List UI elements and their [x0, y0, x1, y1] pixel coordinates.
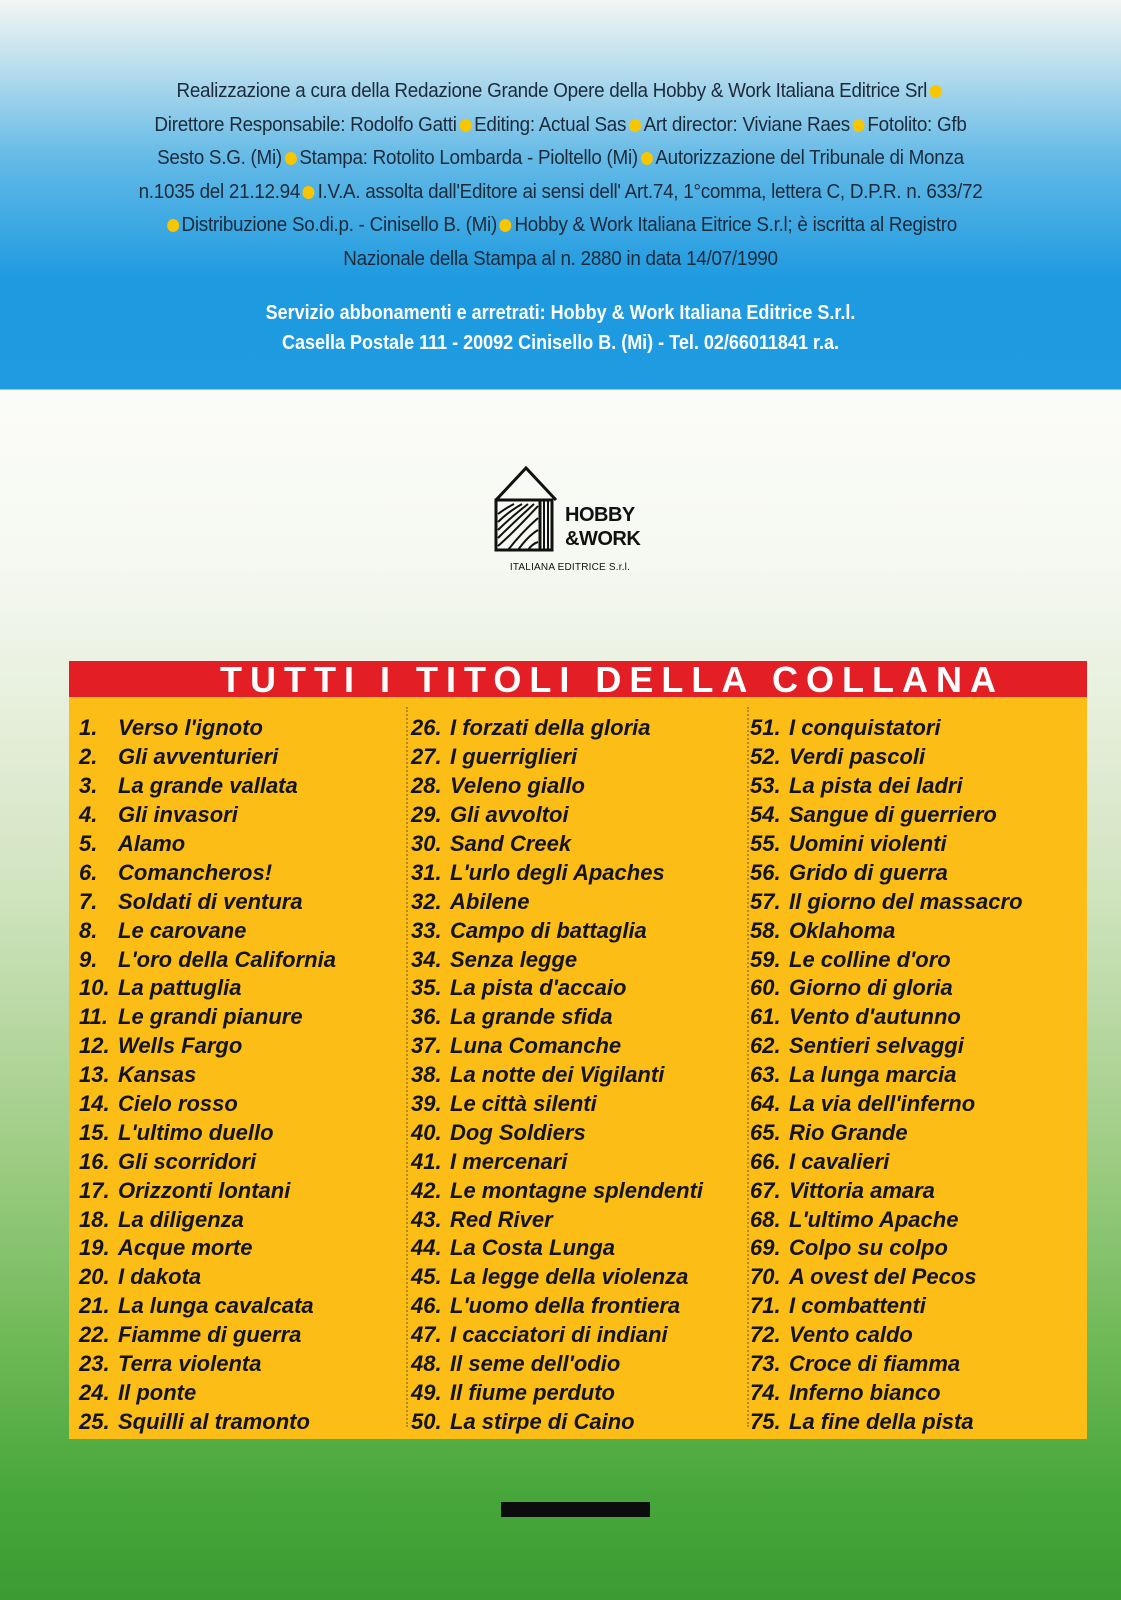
title-number: 30.: [411, 831, 442, 856]
title-number: 46.: [411, 1293, 442, 1319]
title-number: 10.: [79, 975, 110, 1001]
title-row: [750, 916, 1023, 945]
bullet-dot-icon: [500, 219, 512, 232]
bullet-dot-icon: [285, 152, 297, 165]
bullet-dot-icon: [459, 119, 471, 132]
title-row: [79, 1378, 336, 1407]
title-row: [411, 916, 703, 945]
title-row: [79, 1090, 336, 1119]
title-name: Campo di battaglia: [450, 917, 647, 943]
title-row: [79, 830, 336, 859]
credit-text: Stampa: Rotolito Lombarda - Pioltello (Mi): [299, 146, 638, 170]
title-name: Gli scorridori: [118, 1148, 257, 1174]
title-name: I conquistatori: [789, 715, 941, 741]
title-name: Sentieri selvaggi: [789, 1033, 964, 1059]
title-row: [411, 1234, 703, 1263]
title-row: [79, 1061, 336, 1090]
title-name: L'oro della California: [118, 946, 336, 972]
title-row: [750, 1205, 1023, 1234]
title-row: [79, 916, 336, 945]
title-number: 29.: [411, 802, 442, 828]
service-line: Servizio abbonamenti e arretrati: Hobby & Work Italiana Editrice S.r.l.: [265, 302, 856, 324]
title-name: I mercenari: [450, 1148, 568, 1174]
titles-column: [79, 714, 336, 1436]
title-name: Abilene: [450, 888, 530, 914]
title-row: [411, 1321, 703, 1350]
collection-banner: [69, 661, 1087, 697]
title-row: [411, 830, 703, 859]
title-row: [411, 1003, 703, 1032]
title-name: La notte dei Vigilanti: [450, 1062, 665, 1088]
title-number: 66.: [750, 1148, 781, 1174]
title-number: 74.: [750, 1379, 781, 1405]
title-row: [411, 1378, 703, 1407]
title-name: La lunga cavalcata: [118, 1293, 314, 1319]
title-row: [750, 830, 1023, 859]
title-name: I combattenti: [789, 1293, 926, 1319]
title-name: Il fiume perduto: [450, 1379, 615, 1405]
title-row: [411, 1061, 703, 1090]
title-row: [750, 1407, 1023, 1436]
title-name: Uomini violenti: [789, 831, 947, 856]
title-name: Cielo rosso: [118, 1091, 238, 1117]
titles-column: [750, 714, 1023, 1436]
title-name: Il seme dell'odio: [450, 1351, 621, 1377]
title-row: [750, 714, 1023, 743]
title-number: 63.: [750, 1062, 781, 1088]
title-row: [750, 1378, 1023, 1407]
bullet-dot-icon: [629, 119, 641, 132]
title-row: [750, 743, 1023, 772]
credit-text: Nazionale della Stampa al n. 2880 in data 14/07/1990: [343, 246, 778, 270]
title-number: 9.: [79, 946, 98, 972]
publisher-logo: [503, 462, 653, 580]
title-row: [750, 945, 1023, 974]
title-name: Inferno bianco: [789, 1379, 941, 1405]
title-number: 72.: [750, 1322, 781, 1348]
title-number: 44.: [411, 1235, 442, 1261]
title-row: [411, 1205, 703, 1234]
title-row: [750, 1292, 1023, 1321]
title-name: Rio Grande: [789, 1119, 908, 1145]
title-number: 15.: [79, 1119, 110, 1145]
title-name: Le colline d'oro: [789, 946, 951, 972]
title-name: Kansas: [118, 1062, 197, 1088]
credit-text: Direttore Responsabile: Rodolfo Gatti: [154, 112, 457, 136]
title-number: 14.: [79, 1091, 110, 1117]
title-number: 16.: [79, 1148, 110, 1174]
title-name: Le grandi pianure: [118, 1004, 303, 1030]
title-row: [750, 1321, 1023, 1350]
title-number: 40.: [411, 1119, 442, 1145]
title-name: L'ultimo Apache: [789, 1206, 959, 1232]
title-row: [411, 974, 703, 1003]
title-row: [79, 1147, 336, 1176]
title-number: 21.: [79, 1293, 110, 1319]
title-number: 33.: [411, 917, 442, 943]
title-number: 75.: [750, 1408, 781, 1434]
title-number: 4.: [79, 802, 98, 828]
title-row: [79, 1003, 336, 1032]
title-name: Red River: [450, 1206, 553, 1232]
title-number: 35.: [411, 975, 442, 1001]
credit-text: Hobby & Work Italiana Eitrice S.r.l; è iscritta al Registro: [514, 213, 957, 237]
title-number: 61.: [750, 1004, 781, 1030]
title-row: [79, 714, 336, 743]
title-name: La stirpe di Caino: [450, 1408, 635, 1434]
title-name: Gli invasori: [118, 802, 238, 828]
title-number: 59.: [750, 946, 781, 972]
title-number: 50.: [411, 1408, 442, 1434]
title-row: [411, 1176, 703, 1205]
title-number: 36.: [411, 1004, 442, 1030]
title-name: Acque morte: [118, 1235, 253, 1261]
title-row: [750, 1003, 1023, 1032]
title-row: [411, 1147, 703, 1176]
title-number: 8.: [79, 917, 98, 943]
logo-word: HOBBY: [565, 504, 635, 526]
title-number: 47.: [411, 1322, 442, 1348]
title-name: Le città silenti: [450, 1091, 597, 1117]
title-number: 23.: [79, 1351, 110, 1377]
title-name: Croce di fiamma: [789, 1351, 961, 1377]
title-number: 67.: [750, 1177, 781, 1203]
bullet-dot-icon: [303, 186, 315, 199]
title-row: [411, 1118, 703, 1147]
title-row: [411, 1350, 703, 1379]
title-row: [411, 1032, 703, 1061]
title-row: [411, 945, 703, 974]
title-number: 18.: [79, 1206, 110, 1232]
title-row: [79, 974, 336, 1003]
bullet-dot-icon: [853, 119, 865, 132]
title-row: [79, 1321, 336, 1350]
title-number: 65.: [750, 1119, 781, 1145]
colophon-line: [104, 242, 1018, 276]
title-name: Gli avvoltoi: [450, 802, 569, 828]
title-number: 62.: [750, 1033, 781, 1059]
title-number: 27.: [411, 744, 442, 770]
logo-subtitle: ITALIANA EDITRICE S.r.l.: [509, 562, 631, 573]
colophon-line: [104, 108, 1018, 142]
subscription-service: [114, 298, 1008, 358]
title-name: Il giorno del massacro: [789, 888, 1023, 914]
title-row: [750, 1234, 1023, 1263]
title-number: 17.: [79, 1177, 110, 1203]
title-name: Verdi pascoli: [789, 744, 926, 770]
title-row: [79, 743, 336, 772]
title-row: [79, 1263, 336, 1292]
title-row: [750, 1090, 1023, 1119]
bullet-dot-icon: [167, 219, 179, 232]
title-row: [79, 801, 336, 830]
title-name: Oklahoma: [789, 917, 896, 943]
title-number: 54.: [750, 802, 781, 828]
column-divider: [747, 707, 749, 1427]
colophon-line: [104, 141, 1018, 175]
title-number: 49.: [411, 1379, 442, 1405]
title-row: [411, 887, 703, 916]
title-name: I forzati della gloria: [450, 715, 651, 741]
title-name: La pista d'accaio: [450, 975, 627, 1001]
title-row: [79, 887, 336, 916]
title-name: L'ultimo duello: [118, 1119, 274, 1145]
title-number: 58.: [750, 917, 781, 943]
title-name: La pattuglia: [118, 975, 242, 1001]
title-row: [411, 1090, 703, 1119]
title-name: Terra violenta: [118, 1351, 262, 1377]
title-row: [750, 858, 1023, 887]
decorative-bar: [501, 1502, 650, 1517]
title-number: 37.: [411, 1033, 442, 1059]
title-row: [79, 1234, 336, 1263]
title-number: 22.: [79, 1322, 110, 1348]
title-name: L'urlo degli Apaches: [450, 859, 665, 885]
title-name: Giorno di gloria: [789, 975, 953, 1001]
credit-text: Art director: Viviane Raes: [643, 112, 850, 136]
title-name: Vento d'autunno: [789, 1004, 961, 1030]
service-line: Casella Postale 111 - 20092 Cinisello B. (Mi) - Tel. 02/66011841 r.a.: [282, 332, 839, 354]
column-divider: [406, 707, 408, 1427]
title-row: [750, 772, 1023, 801]
title-row: [750, 887, 1023, 916]
title-row: [750, 1032, 1023, 1061]
title-number: 32.: [411, 888, 442, 914]
title-name: La diligenza: [118, 1206, 244, 1232]
title-number: 2.: [79, 744, 98, 770]
title-row: [750, 1176, 1023, 1205]
title-name: I cacciatori di indiani: [450, 1322, 668, 1348]
title-number: 1.: [79, 715, 98, 741]
title-number: 57.: [750, 888, 781, 914]
title-name: Colpo su colpo: [789, 1235, 948, 1261]
title-name: Dog Soldiers: [450, 1119, 586, 1145]
credit-text: Distribuzione So.di.p. - Cinisello B. (Mi): [181, 213, 497, 237]
titles-panel: [69, 697, 1087, 1439]
title-number: 20.: [79, 1264, 110, 1290]
title-number: 39.: [411, 1091, 442, 1117]
title-name: Veleno giallo: [450, 773, 585, 799]
credit-text: Fotolito: Gfb: [867, 112, 967, 136]
title-row: [79, 945, 336, 974]
title-name: I guerriglieri: [450, 744, 578, 770]
title-row: [79, 1407, 336, 1436]
title-name: Alamo: [118, 831, 186, 856]
title-row: [750, 1263, 1023, 1292]
title-number: 24.: [79, 1379, 110, 1405]
title-row: [750, 1350, 1023, 1379]
title-name: La grande sfida: [450, 1004, 613, 1030]
title-number: 28.: [411, 773, 442, 799]
banner-title: TUTTI I TITOLI DELLA COLLANA: [220, 661, 1004, 697]
title-name: Gli avventurieri: [118, 744, 279, 770]
title-row: [79, 1205, 336, 1234]
title-number: 5.: [79, 831, 98, 856]
title-name: I cavalieri: [789, 1148, 890, 1174]
title-name: Senza legge: [450, 946, 578, 972]
title-row: [79, 1032, 336, 1061]
title-row: [79, 1118, 336, 1147]
title-number: 6.: [79, 859, 98, 885]
title-row: [411, 772, 703, 801]
title-row: [750, 801, 1023, 830]
title-number: 11.: [79, 1004, 108, 1030]
title-name: La grande vallata: [118, 773, 298, 799]
title-number: 41.: [411, 1148, 442, 1174]
credit-text: Autorizzazione del Tribunale di Monza: [655, 146, 964, 170]
title-row: [411, 1263, 703, 1292]
title-name: Soldati di ventura: [118, 888, 303, 914]
title-number: 48.: [411, 1351, 442, 1377]
title-row: [750, 1118, 1023, 1147]
title-number: 52.: [750, 744, 781, 770]
title-row: [411, 1292, 703, 1321]
colophon-line: [104, 208, 1018, 242]
title-number: 69.: [750, 1235, 781, 1261]
title-number: 26.: [411, 715, 442, 741]
title-name: Orizzonti lontani: [118, 1177, 291, 1203]
title-name: Luna Comanche: [450, 1033, 622, 1059]
title-number: 25.: [79, 1408, 110, 1434]
title-row: [79, 1176, 336, 1205]
credit-text: Sesto S.G. (Mi): [157, 146, 282, 170]
title-number: 60.: [750, 975, 781, 1001]
title-number: 53.: [750, 773, 781, 799]
title-name: Vittoria amara: [789, 1177, 935, 1203]
logo-word: &WORK: [565, 528, 641, 550]
bullet-dot-icon: [641, 152, 653, 165]
title-row: [411, 1407, 703, 1436]
title-number: 31.: [411, 859, 442, 885]
title-row: [411, 743, 703, 772]
title-name: La Costa Lunga: [450, 1235, 616, 1261]
title-number: 38.: [411, 1062, 442, 1088]
title-name: L'uomo della frontiera: [450, 1293, 681, 1319]
title-name: Comancheros!: [118, 859, 273, 885]
colophon-line: [104, 175, 1018, 209]
title-number: 55.: [750, 831, 781, 856]
titles-column: [411, 714, 703, 1436]
credit-text: Editing: Actual Sas: [474, 112, 627, 136]
title-number: 3.: [79, 773, 98, 799]
title-row: [750, 1147, 1023, 1176]
title-name: La lunga marcia: [789, 1062, 957, 1088]
title-name: Il ponte: [118, 1379, 197, 1405]
colophon-text: [104, 74, 1018, 276]
title-row: [411, 714, 703, 743]
title-name: La legge della violenza: [450, 1264, 689, 1290]
title-number: 70.: [750, 1264, 781, 1290]
title-name: Le montagne splendenti: [450, 1177, 704, 1203]
title-name: Grido di guerra: [789, 859, 948, 885]
title-number: 43.: [411, 1206, 442, 1232]
credit-text: n.1035 del 21.12.94: [138, 179, 301, 203]
title-name: Sangue di guerriero: [789, 802, 997, 828]
title-number: 64.: [750, 1091, 781, 1117]
title-row: [79, 1292, 336, 1321]
credit-text: Realizzazione a cura della Redazione Grande Opere della Hobby & Work Italiana Editrice Srl: [176, 79, 928, 102]
title-name: La pista dei ladri: [789, 773, 963, 799]
title-number: 7.: [79, 888, 98, 914]
title-number: 19.: [79, 1235, 110, 1261]
title-row: [79, 772, 336, 801]
title-name: La via dell'inferno: [789, 1091, 976, 1117]
title-number: 71.: [750, 1293, 781, 1319]
title-number: 73.: [750, 1351, 781, 1377]
colophon-line: [104, 74, 1018, 108]
title-row: [750, 974, 1023, 1003]
title-row: [411, 801, 703, 830]
title-row: [79, 1350, 336, 1379]
title-number: 12.: [79, 1033, 110, 1059]
title-name: I dakota: [118, 1264, 202, 1290]
title-name: Vento caldo: [789, 1322, 913, 1348]
credit-text: I.V.A. assolta dall'Editore ai sensi dell' Art.74, 1°comma, lettera C, D.P.R. n. 633/72: [317, 179, 983, 203]
title-number: 51.: [750, 715, 781, 741]
title-row: [79, 858, 336, 887]
title-name: Sand Creek: [450, 831, 572, 856]
title-number: 13.: [79, 1062, 110, 1088]
title-name: A ovest del Pecos: [789, 1264, 977, 1290]
title-row: [750, 1061, 1023, 1090]
title-number: 34.: [411, 946, 442, 972]
title-name: Le carovane: [118, 917, 247, 943]
title-name: La fine della pista: [789, 1408, 974, 1434]
title-name: Verso l'ignoto: [118, 715, 263, 741]
title-number: 68.: [750, 1206, 781, 1232]
title-number: 56.: [750, 859, 781, 885]
title-name: Wells Fargo: [118, 1033, 243, 1059]
title-number: 45.: [411, 1264, 442, 1290]
bullet-dot-icon: [930, 85, 942, 98]
title-row: [411, 858, 703, 887]
title-name: Fiamme di guerra: [118, 1322, 302, 1348]
title-number: 42.: [411, 1177, 442, 1203]
title-name: Squilli al tramonto: [118, 1408, 310, 1434]
house-logo-icon: [494, 462, 558, 558]
